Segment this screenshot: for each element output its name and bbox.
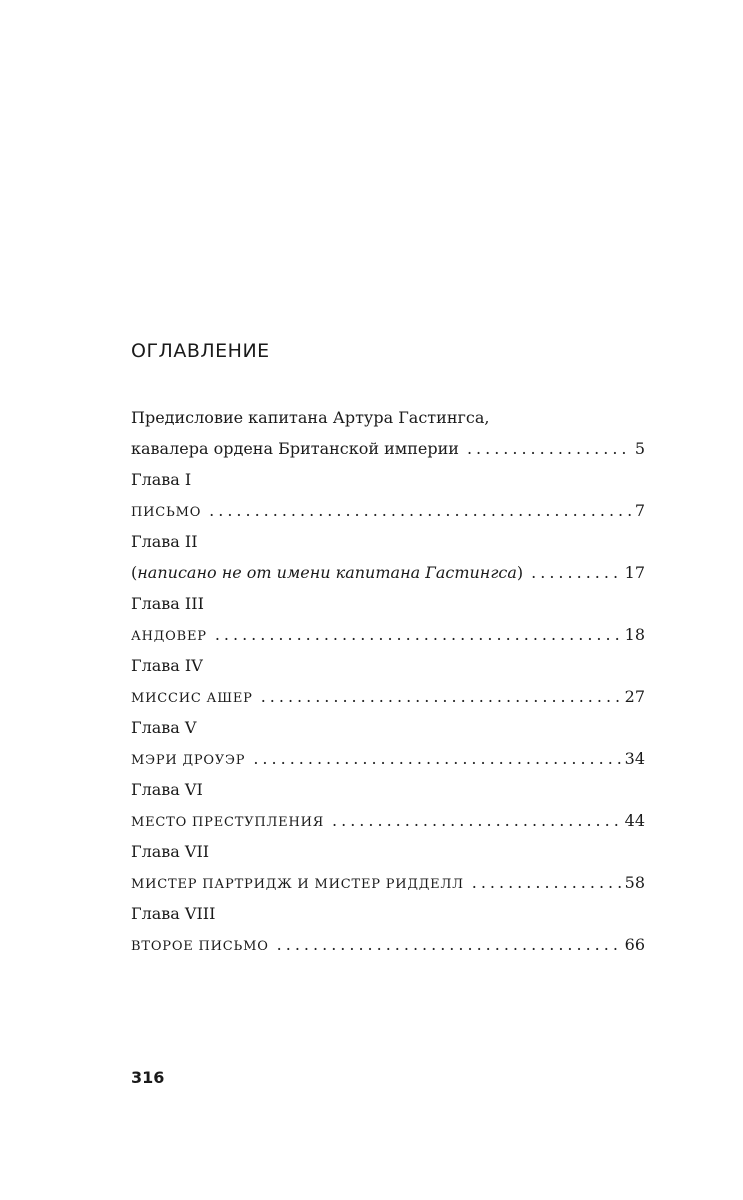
- toc-entry-heading: [131, 402, 645, 433]
- page-number: 316: [131, 1068, 165, 1087]
- dot-leader: [332, 805, 621, 836]
- toc-entry-preface[interactable]: [131, 402, 645, 464]
- toc-entry-page: 5: [634, 439, 645, 458]
- toc-entry-chapter-3[interactable]: [131, 588, 645, 650]
- toc-entry-title: МЭРИ ДРОУЭР: [131, 753, 246, 768]
- toc-entry-heading-text: Глава IV: [131, 656, 203, 675]
- toc-entry-title-line: [131, 867, 645, 898]
- toc-entry-chapter-6[interactable]: [131, 774, 645, 836]
- dot-leader: [467, 433, 631, 464]
- toc-entry-heading-text: Глава III: [131, 594, 204, 613]
- toc-entry-title-line: [131, 495, 645, 526]
- toc-entry-page: 34: [624, 749, 645, 768]
- toc-entry-heading-text: Глава V: [131, 718, 197, 737]
- toc-entry-title-line: [131, 433, 645, 464]
- toc-entry-title: кавалера ордена Британской империи: [131, 439, 459, 458]
- toc-entry-chapter-7[interactable]: [131, 836, 645, 898]
- dot-leader: [253, 743, 620, 774]
- dot-leader: [531, 557, 620, 588]
- toc-entry-heading-text: Глава VIII: [131, 904, 216, 923]
- toc-entry-page: 66: [624, 935, 645, 954]
- toc-entry-title: ПИСЬМО: [131, 505, 202, 520]
- toc-entry-title: написано не от имени капитана Гастингса: [137, 563, 517, 582]
- toc-entry-chapter-4[interactable]: [131, 650, 645, 712]
- dot-leader: [261, 681, 621, 712]
- toc-entry-title-line: [131, 557, 645, 588]
- close-paren: ): [516, 563, 524, 582]
- toc-entry-page: 58: [624, 873, 645, 892]
- toc-entry-heading: [131, 650, 645, 681]
- toc-entry-heading: [131, 712, 645, 743]
- toc-entry-heading-text: Предисловие капитана Артура Гастингса,: [131, 408, 490, 427]
- toc-entry-heading-text: Глава VII: [131, 842, 210, 861]
- toc-entry-page: 27: [624, 687, 645, 706]
- toc-entry-heading: [131, 836, 645, 867]
- toc-entry-heading: [131, 464, 645, 495]
- page-title: ОГЛАВЛЕНИЕ: [131, 340, 270, 362]
- toc-entry-page: 44: [624, 811, 645, 830]
- table-of-contents: [131, 402, 645, 960]
- toc-entry-heading: [131, 774, 645, 805]
- toc-entry-title-line: [131, 619, 645, 650]
- dot-leader: [215, 619, 621, 650]
- toc-entry-title: МИССИС АШЕР: [131, 691, 253, 706]
- dot-leader: [472, 867, 621, 898]
- toc-entry-chapter-5[interactable]: [131, 712, 645, 774]
- toc-entry-title: АНДОВЕР: [131, 629, 207, 644]
- toc-entry-title-line: [131, 805, 645, 836]
- toc-entry-heading-text: Глава VI: [131, 780, 203, 799]
- toc-entry-page: 17: [624, 563, 645, 582]
- toc-entry-title-line: [131, 681, 645, 712]
- dot-leader: [209, 495, 631, 526]
- dot-leader: [277, 929, 621, 960]
- toc-entry-heading-text: Глава II: [131, 532, 198, 551]
- toc-entry-heading-text: Глава I: [131, 470, 192, 489]
- toc-entry-chapter-8[interactable]: [131, 898, 645, 960]
- toc-entry-heading: [131, 588, 645, 619]
- toc-entry-heading: [131, 526, 645, 557]
- toc-entry-chapter-2[interactable]: [131, 526, 645, 588]
- toc-entry-heading: [131, 898, 645, 929]
- toc-entry-title: МИСТЕР ПАРТРИДЖ И МИСТЕР РИДДЕЛЛ: [131, 877, 464, 892]
- toc-entry-title-line: [131, 929, 645, 960]
- toc-entry-page: 7: [634, 501, 645, 520]
- toc-entry-chapter-1[interactable]: [131, 464, 645, 526]
- toc-entry-title-line: [131, 743, 645, 774]
- toc-entry-title: ВТОРОЕ ПИСЬМО: [131, 939, 269, 954]
- toc-entry-title: МЕСТО ПРЕСТУПЛЕНИЯ: [131, 815, 325, 830]
- open-paren: (: [131, 563, 138, 582]
- toc-entry-page: 18: [624, 625, 645, 644]
